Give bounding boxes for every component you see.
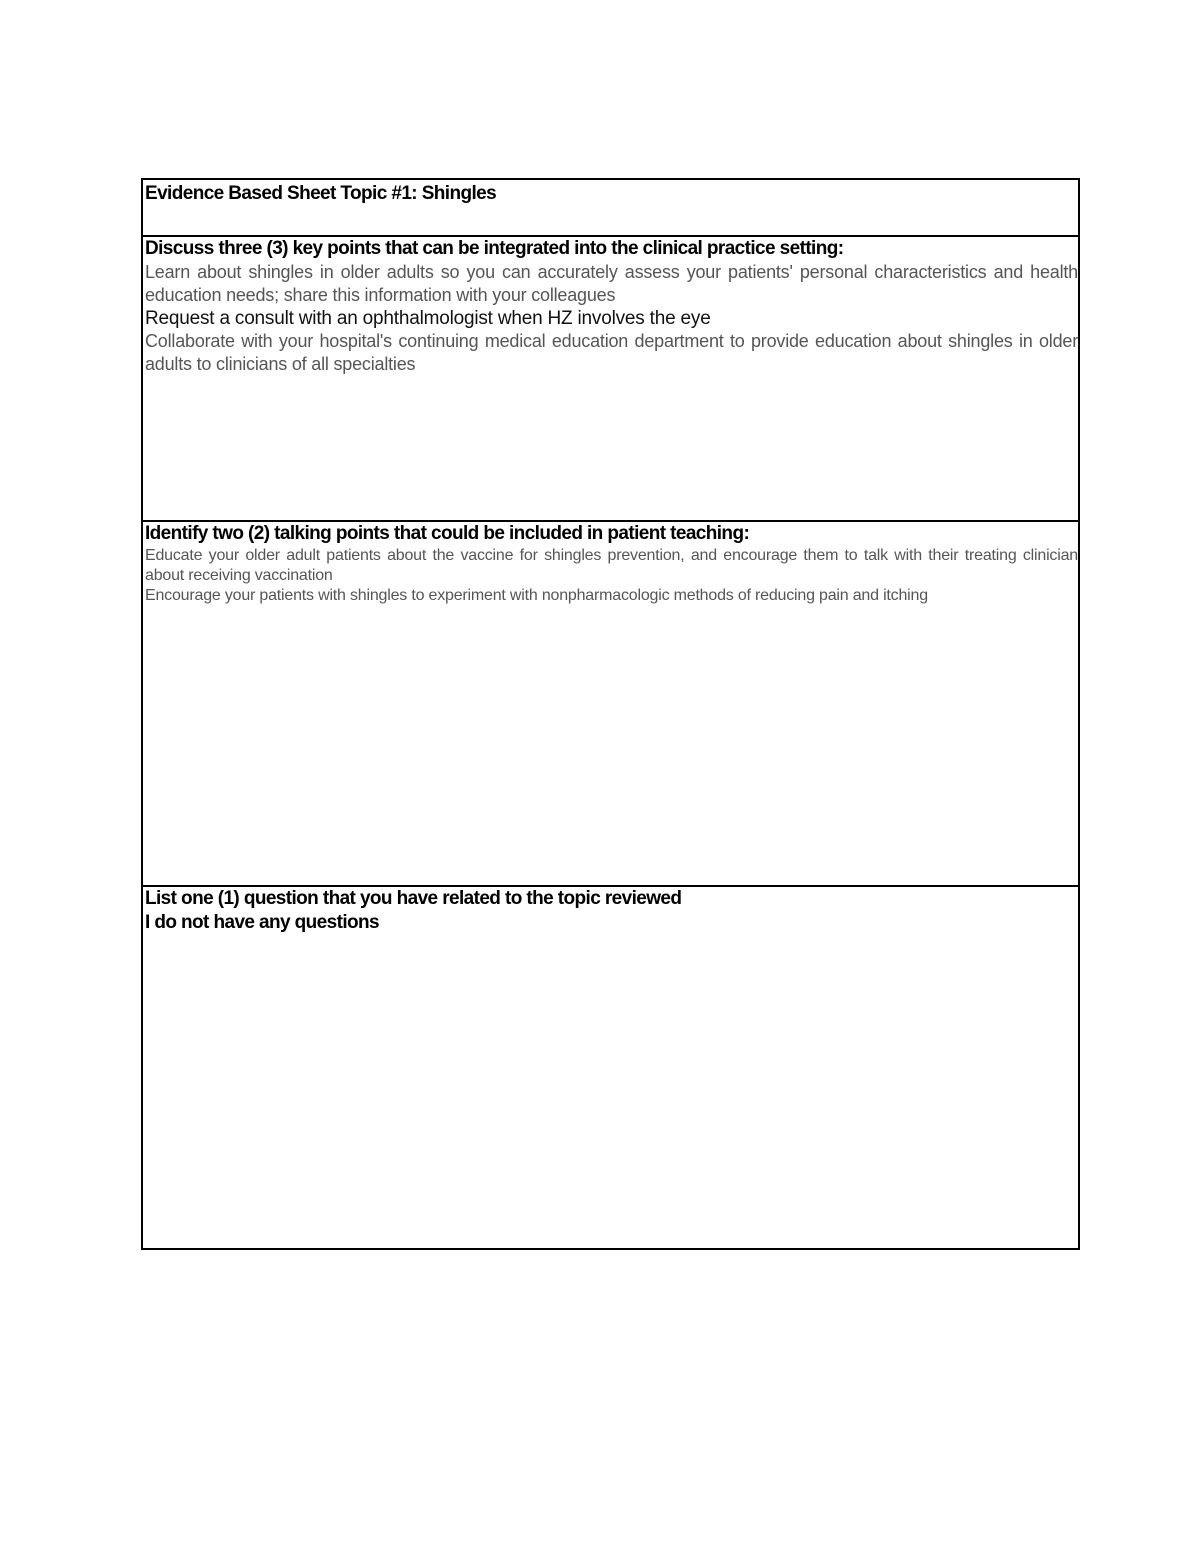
teaching-heading: Identify two (2) talking points that could be included in patient teaching: <box>145 523 750 544</box>
teaching-point-2: Encourage your patients with shingles to experiment with nonpharmacologic methods of reducing pain and itching <box>145 587 928 604</box>
clinical-points-cell <box>143 235 1078 520</box>
clinical-heading: Discuss three (3) key points that can be integrated into the clinical practice setting: <box>145 238 844 259</box>
clinical-point-3: Collaborate with your hospital's continuing medical education department to provide education about shingles in older adults to clinicians of all specialties <box>145 331 1078 374</box>
question-heading: List one (1) question that you have related to the topic reviewed <box>145 888 682 909</box>
teaching-point-1: Educate your older adult patients about the vaccine for shingles prevention, and encourage them to talk with their treating clinician about receiving vaccination <box>145 547 1078 584</box>
teaching-points-cell <box>143 520 1078 885</box>
clinical-point-2: Request a consult with an ophthalmologist when HZ involves the eye <box>145 308 711 329</box>
evidence-based-sheet-table <box>141 178 1080 1250</box>
clinical-point-1: Learn about shingles in older adults so you can accurately assess your patients' personal characteristics and health education needs; share this information with your colleagues <box>145 262 1078 305</box>
question-answer: I do not have any questions <box>145 912 380 933</box>
sheet-title: Evidence Based Sheet Topic #1: Shingles <box>145 183 497 204</box>
question-cell <box>143 885 1078 1248</box>
title-cell <box>143 180 1078 235</box>
